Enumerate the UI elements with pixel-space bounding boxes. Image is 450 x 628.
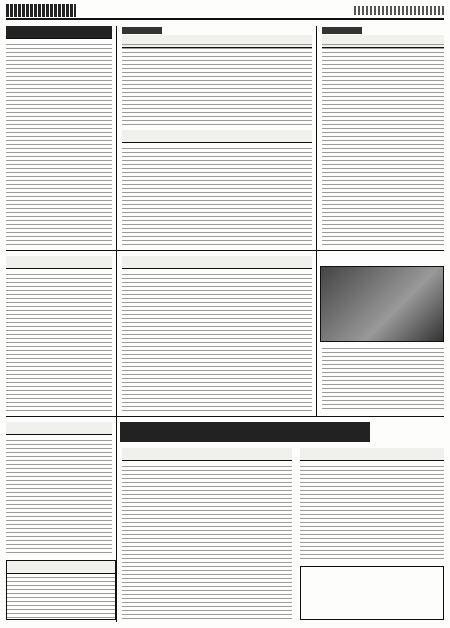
story-body bbox=[122, 272, 312, 412]
column-rule bbox=[116, 26, 117, 622]
story-body bbox=[122, 464, 292, 620]
section-rule bbox=[6, 250, 444, 251]
story-body bbox=[322, 346, 444, 412]
story-body bbox=[6, 272, 112, 412]
story bbox=[322, 26, 444, 246]
story-headline bbox=[122, 448, 292, 461]
banner-headline bbox=[120, 422, 370, 442]
story-body bbox=[6, 438, 112, 554]
story-headline bbox=[122, 130, 312, 143]
story bbox=[122, 256, 312, 412]
boxed-column-body bbox=[7, 575, 115, 619]
photo-caption bbox=[322, 346, 444, 412]
story-body bbox=[122, 42, 312, 126]
news-photo bbox=[320, 266, 444, 342]
story-headline bbox=[300, 448, 444, 461]
issue-date bbox=[354, 6, 444, 15]
story bbox=[122, 26, 312, 126]
story bbox=[122, 448, 292, 620]
story bbox=[300, 448, 444, 560]
story bbox=[122, 130, 312, 246]
story-headline bbox=[6, 256, 112, 269]
story-headline bbox=[122, 256, 312, 269]
story-lead bbox=[6, 26, 112, 246]
boxed-column-headline bbox=[7, 561, 115, 574]
story-headline bbox=[6, 26, 112, 39]
story bbox=[6, 256, 112, 412]
section-tag bbox=[122, 27, 162, 34]
nameplate bbox=[6, 4, 76, 17]
masthead bbox=[6, 4, 444, 20]
story-body bbox=[300, 464, 444, 560]
section-rule bbox=[6, 416, 444, 417]
story bbox=[6, 422, 112, 554]
story-body bbox=[6, 42, 112, 246]
section-tag bbox=[322, 27, 362, 34]
boxed-column bbox=[6, 560, 116, 620]
column-rule bbox=[316, 26, 317, 416]
story-body bbox=[322, 42, 444, 246]
story-body bbox=[122, 146, 312, 246]
promo-box bbox=[300, 566, 444, 620]
story-headline bbox=[6, 422, 112, 435]
